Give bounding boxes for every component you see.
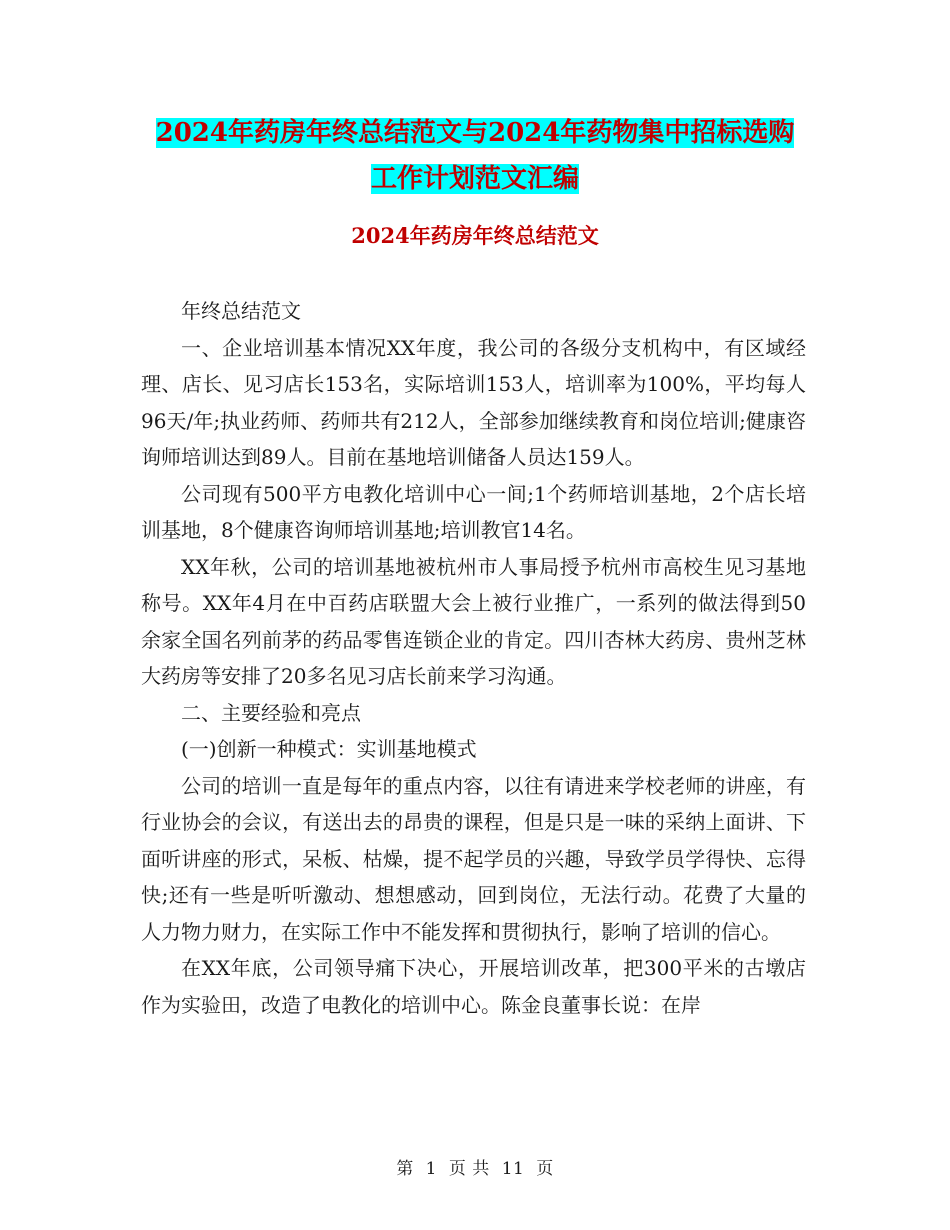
paragraph: 年终总结范文 — [181, 299, 301, 323]
document-title-line2: 工作计划范文汇编 — [370, 164, 579, 194]
document-title-line1: 2024年药房年终总结范文与2024年药物集中招标选购 — [155, 118, 795, 148]
paragraph: XX年秋，公司的培训基地被杭州市人事局授予杭州市高校生见习基地称号。XX年4月在中百药店联盟大会上被行业推广，一系列的做法得到50余家全国名列前茅的药品零售连锁企业的肯定。四川杏林大药房、贵州芝林大药房等安排了20多名见习店长前来学习沟通。 — [141, 554, 806, 688]
page-footer — [0, 1154, 950, 1179]
paragraph: 公司的培训一直是每年的重点内容，以往有请进来学校老师的讲座，有行业协会的会议，有送出去的昂贵的课程，但是只是一味的采纳上面讲、下面听讲座的形式，呆板、枯燥，提不起学员的兴趣，导致学员学得快、忘得快;还有一些是听听激动、想想感动，回到岗位，无法行动。花费了大量的人力物力财力，在实际工作中不能发挥和贯彻执行，影响了培训的信心。 — [141, 773, 806, 944]
footer-label-end: 页 — [536, 1159, 554, 1179]
footer-label-page: 第 — [396, 1159, 414, 1179]
section-title: 2024年药房年终总结范文 — [351, 223, 599, 248]
paragraph: 二、主要经验和亮点 — [181, 700, 361, 725]
document-title — [140, 110, 810, 202]
footer-total-pages: 11 — [501, 1159, 525, 1179]
document-body — [141, 293, 806, 1023]
paragraph: 一、企业培训基本情况XX年度，我公司的各级分支机构中，有区域经理、店长、见习店长153名，实际培训153人，培训率为100%，平均每人96天/年;执业药师、药师共有212人，全部参加继续教育和岗位培训;健康咨询师培训达到89人。目前在基地培训储备人员达159人。 — [141, 335, 806, 469]
paragraph: 在XX年底，公司领导痛下决心，开展培训改革，把300平米的古墩店作为实验田，改造了电教化的培训中心。陈金良董事长说：在岸 — [141, 956, 806, 1017]
footer-label-of: 页 共 — [448, 1159, 490, 1179]
footer-current-page: 1 — [425, 1159, 437, 1179]
paragraph: (一)创新一种模式：实训基地模式 — [181, 737, 477, 761]
paragraph: 公司现有500平方电教化培训中心一间;1个药师培训基地，2个店长培训基地，8个健康咨询师培训基地;培训教官14名。 — [141, 481, 806, 542]
